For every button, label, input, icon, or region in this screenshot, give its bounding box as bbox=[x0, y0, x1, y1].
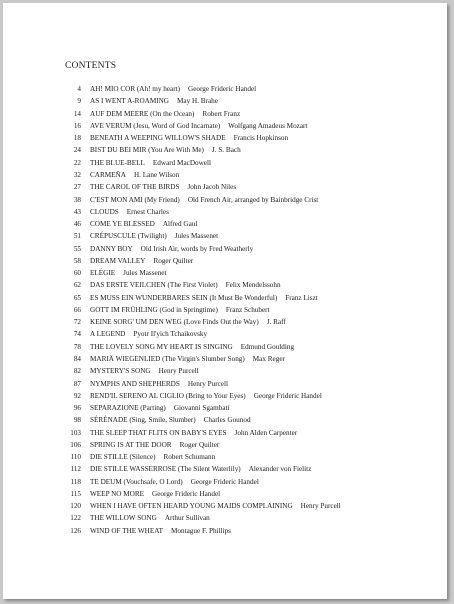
contents-entry bbox=[59, 390, 341, 402]
contents-entry bbox=[59, 451, 341, 463]
entry-composer: Robert Schumann bbox=[163, 453, 216, 462]
entry-page-number: 24 bbox=[73, 146, 81, 155]
contents-entry bbox=[59, 181, 341, 193]
contents-entry bbox=[59, 525, 341, 537]
contents-entry bbox=[59, 132, 341, 144]
entry-title: DIE STILLE WASSERROSE (The Silent Waterlily) bbox=[90, 465, 241, 474]
entry-composer: Arthur Sullivan bbox=[164, 514, 210, 523]
entry-page-number: 78 bbox=[73, 342, 81, 351]
entry-title: THE CAROL OF THE BIRDS bbox=[90, 183, 180, 192]
entry-title: KEINE SORG' UM DEN WEG (Love Finds Out the Way) bbox=[90, 318, 259, 327]
entry-title: MARIÄ WIEGENLIED (The Virgin's Slumber Song) bbox=[90, 354, 245, 363]
entry-composer: May H. Brahe bbox=[177, 97, 218, 106]
entry-page-number: 9 bbox=[77, 97, 81, 106]
entry-page-number: 27 bbox=[73, 183, 81, 192]
entry-composer: Edmund Goulding bbox=[240, 342, 295, 351]
entry-page-number: 82 bbox=[73, 367, 81, 376]
entry-title: CRÉPUSCULE (Twilight) bbox=[90, 232, 167, 241]
entry-page-number: 118 bbox=[70, 477, 81, 486]
entry-page-number: 87 bbox=[73, 379, 81, 388]
entry-title: THE BLUE-BELL bbox=[90, 158, 145, 167]
entry-composer: Alexander von Fielitz bbox=[248, 465, 312, 474]
entry-composer: Robert Franz bbox=[202, 109, 241, 118]
contents-entry bbox=[59, 353, 341, 365]
entry-title: THE LOVELY SONG MY HEART IS SINGING bbox=[90, 342, 233, 351]
entry-page-number: 66 bbox=[73, 305, 81, 314]
entry-page-number: 96 bbox=[73, 404, 81, 413]
entry-page-number: 110 bbox=[70, 453, 81, 462]
entry-page-number: 32 bbox=[73, 170, 81, 179]
entry-page-number: 122 bbox=[70, 514, 81, 523]
entry-page-number: 65 bbox=[73, 293, 81, 302]
entry-title: BIST DU BEI MIR (You Are With Me) bbox=[90, 146, 204, 155]
entry-title: DREAM VALLEY bbox=[90, 256, 146, 265]
entry-page-number: 60 bbox=[73, 269, 81, 278]
entry-page-number: 126 bbox=[70, 526, 81, 535]
entry-title: COME YE BLESSED bbox=[90, 220, 155, 229]
entry-composer: Giovanni Sgambati bbox=[173, 404, 230, 413]
entry-title: NYMPHS AND SHEPHERDS bbox=[90, 379, 180, 388]
entry-page-number: 46 bbox=[73, 220, 81, 229]
entry-page-number: 62 bbox=[73, 281, 81, 290]
entry-title: AVE VERUM (Jesu, Word of God Incarnate) bbox=[90, 121, 221, 130]
entry-title: ES MUSS EIN WUNDERBARES SEIN (It Must Be Wonderful) bbox=[90, 293, 278, 302]
entry-composer: John Alden Carpenter bbox=[234, 428, 298, 437]
contents-entry bbox=[59, 304, 341, 316]
entry-composer: John Jacob Niles bbox=[187, 183, 237, 192]
entry-composer: Alfred Gaul bbox=[162, 220, 198, 229]
entry-composer: Felix Mendelssohn bbox=[225, 281, 281, 290]
contents-entry bbox=[59, 242, 341, 254]
entry-page-number: 103 bbox=[70, 428, 81, 437]
contents-entry bbox=[59, 328, 341, 340]
contents-entry bbox=[59, 316, 341, 328]
entry-composer: Roger Quilter bbox=[153, 256, 194, 265]
contents-entry bbox=[59, 193, 341, 205]
entry-composer: George Frideric Handel bbox=[188, 85, 257, 94]
entry-composer: Edward MacDowell bbox=[152, 158, 211, 167]
contents-entry bbox=[59, 500, 341, 512]
entry-title: DANNY BOY bbox=[90, 244, 133, 253]
entry-page-number: 72 bbox=[73, 318, 81, 327]
entry-page-number: 112 bbox=[70, 465, 81, 474]
entry-title: GOTT IM FRÜHLING (God in Springtime) bbox=[90, 305, 218, 314]
entry-title: AUF DEM MEERE (On the Ocean) bbox=[90, 109, 195, 118]
entry-title: MYSTERY'S SONG bbox=[90, 367, 151, 376]
contents-entry bbox=[59, 512, 341, 524]
document-page bbox=[3, 3, 447, 599]
entry-title: WEEP NO MORE bbox=[90, 489, 145, 498]
entry-composer: Franz Schubert bbox=[225, 305, 270, 314]
entry-composer: Jules Massenet bbox=[123, 269, 167, 278]
contents-entry bbox=[59, 439, 341, 451]
entry-page-number: 115 bbox=[70, 489, 81, 498]
entry-title: WIND OF THE WHEAT bbox=[90, 526, 163, 535]
entry-page-number: 74 bbox=[73, 330, 81, 339]
contents-entry bbox=[59, 463, 341, 475]
entry-page-number: 38 bbox=[73, 195, 81, 204]
entry-composer: Ernest Charles bbox=[126, 207, 169, 216]
contents-entry bbox=[59, 157, 341, 169]
contents-entry bbox=[59, 218, 341, 230]
contents-entry bbox=[59, 279, 341, 291]
contents-entry bbox=[59, 95, 341, 107]
entry-composer: George Frideric Handel bbox=[190, 477, 259, 486]
contents-entry bbox=[59, 169, 341, 181]
entry-composer: Max Reger bbox=[252, 354, 285, 363]
entry-page-number: 58 bbox=[73, 256, 81, 265]
contents-entry bbox=[59, 426, 341, 438]
contents-entry bbox=[59, 365, 341, 377]
entry-page-number: 98 bbox=[73, 416, 81, 425]
entry-title: THE WILLOW SONG bbox=[90, 514, 157, 523]
contents-entry bbox=[59, 108, 341, 120]
contents-list bbox=[59, 83, 341, 537]
entry-page-number: 4 bbox=[77, 85, 81, 94]
entry-page-number: 18 bbox=[73, 134, 81, 143]
contents-entry bbox=[59, 267, 341, 279]
contents-entry bbox=[59, 476, 341, 488]
entry-composer: George Frideric Handel bbox=[152, 489, 221, 498]
contents-entry bbox=[59, 488, 341, 500]
entry-composer: Henry Purcell bbox=[300, 502, 341, 511]
entry-composer: J. Raff bbox=[266, 318, 286, 327]
entry-title: SEPARAZIONE (Parting) bbox=[90, 404, 166, 413]
entry-title: TE DEUM (Vouchsafe, O Lord) bbox=[90, 477, 183, 486]
contents-entry bbox=[59, 144, 341, 156]
entry-title: DIE STILLE (Silence) bbox=[90, 453, 156, 462]
contents-heading: CONTENTS bbox=[65, 61, 117, 71]
entry-title: REND'IL SERENO AL CIGLIO (Bring to Your Eyes) bbox=[90, 391, 246, 400]
entry-composer: Henry Purcell bbox=[158, 367, 199, 376]
entry-title: THE SLEEP THAT FLITS ON BABY'S EYES bbox=[90, 428, 227, 437]
entry-title: DAS ERSTE VEILCHEN (The First Violet) bbox=[90, 281, 218, 290]
entry-composer: Henry Purcell bbox=[187, 379, 228, 388]
entry-page-number: 16 bbox=[73, 121, 81, 130]
entry-title: CARMEÑA bbox=[90, 170, 126, 179]
entry-page-number: 106 bbox=[70, 440, 81, 449]
entry-composer: Old Irish Air, words by Fred Weatherly bbox=[140, 244, 254, 253]
entry-page-number: 55 bbox=[73, 244, 81, 253]
entry-composer: Franz Liszt bbox=[285, 293, 318, 302]
entry-title: WHEN I HAVE OFTEN HEARD YOUNG MAIDS COMPLAINING bbox=[90, 502, 293, 511]
entry-page-number: 22 bbox=[73, 158, 81, 167]
contents-entry bbox=[59, 83, 341, 95]
entry-title: ELÉGIE bbox=[90, 269, 116, 278]
contents-entry bbox=[59, 230, 341, 242]
entry-page-number: 51 bbox=[73, 232, 81, 241]
contents-entry bbox=[59, 414, 341, 426]
entry-title: C'EST MON AMI (My Friend) bbox=[90, 195, 180, 204]
entry-composer: Charles Gounod bbox=[203, 416, 251, 425]
entry-composer: George Frideric Handel bbox=[253, 391, 322, 400]
entry-composer: Montague F. Phillips bbox=[171, 526, 231, 535]
entry-composer: Jules Massenet bbox=[174, 232, 219, 241]
contents-entry bbox=[59, 255, 341, 267]
contents-entry bbox=[59, 377, 341, 389]
entry-page-number: 92 bbox=[73, 391, 81, 400]
entry-composer: Pyotr Il'yich Tchaikovsky bbox=[133, 330, 208, 339]
entry-page-number: 14 bbox=[73, 109, 81, 118]
contents-entry bbox=[59, 206, 341, 218]
entry-title: CLOUDS bbox=[90, 207, 119, 216]
contents-entry bbox=[59, 402, 341, 414]
entry-composer: Old French Air, arranged by Bainbridge Crist bbox=[187, 195, 319, 204]
entry-title: AS I WENT A-ROAMING bbox=[90, 97, 169, 106]
entry-composer: H. Lane Wilson bbox=[133, 170, 180, 179]
entry-title: SÉRÉNADE (Sing, Smile, Slumber) bbox=[90, 416, 196, 425]
contents-entry bbox=[59, 292, 341, 304]
entry-title: BENEATH A WEEPING WILLOW'S SHADE bbox=[90, 134, 226, 143]
entry-composer: Wolfgang Amadeus Mozart bbox=[228, 121, 308, 130]
entry-composer: Roger Quilter bbox=[179, 440, 220, 449]
entry-title: SPRING IS AT THE DOOR bbox=[90, 440, 172, 449]
entry-page-number: 120 bbox=[70, 502, 81, 511]
entry-page-number: 84 bbox=[73, 354, 81, 363]
contents-entry bbox=[59, 120, 341, 132]
entry-page-number: 43 bbox=[73, 207, 81, 216]
entry-title: A LEGEND bbox=[90, 330, 126, 339]
entry-composer: Francis Hopkinson bbox=[233, 134, 289, 143]
contents-entry bbox=[59, 341, 341, 353]
entry-title: AH! MIO COR (Ah! my heart) bbox=[90, 85, 181, 94]
entry-composer: J. S. Bach bbox=[211, 146, 241, 155]
